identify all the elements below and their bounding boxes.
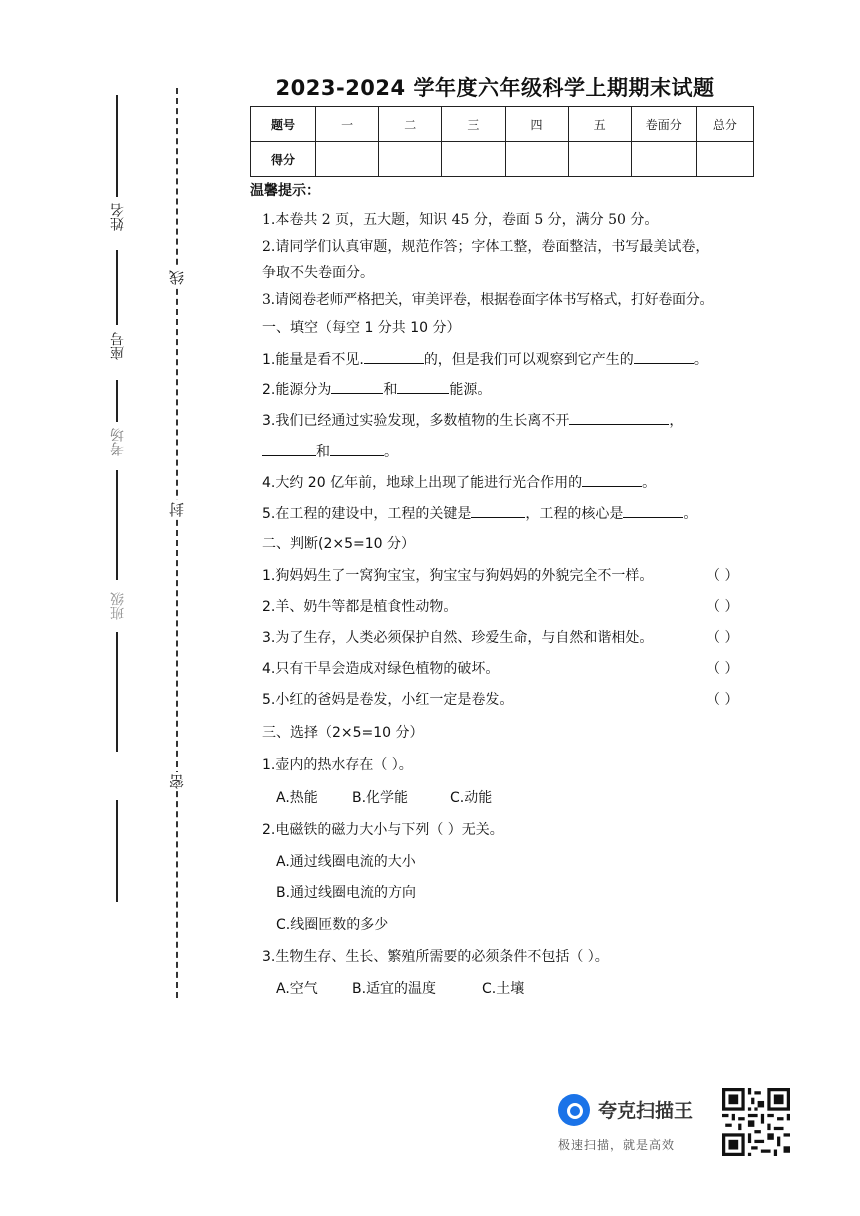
seal-char-line: 线 — [168, 270, 186, 285]
seal-char-seal: 封 — [168, 502, 186, 517]
section1-heading: 一、填空（每空 1 分共 10 分） — [262, 320, 461, 336]
watermark-app-name: 夸克扫描王 — [598, 1100, 694, 1122]
seat-write-line — [116, 250, 118, 325]
choice-option[interactable]: A.空气 — [276, 981, 318, 997]
answer-blank[interactable] — [364, 351, 424, 364]
fill-question-3 — [262, 410, 683, 430]
question-text: 。 — [693, 352, 708, 368]
tips-line-3: 3.请阅卷老师严格把关，审美评卷，根据卷面字体书写格式，打好卷面分。 — [262, 292, 714, 308]
section2-heading: 二、判断(2×5=10 分） — [262, 536, 416, 552]
qr-code-icon — [720, 1088, 792, 1156]
exam-write-line-2 — [116, 470, 118, 580]
score-table-score-row — [251, 142, 754, 177]
fill-question-5 — [262, 503, 697, 523]
question-text: ，工程的核心是 — [525, 506, 624, 522]
score-table-header-cell: 四 — [505, 107, 568, 142]
choice-option[interactable]: A.通过线圈电流的大小 — [276, 854, 416, 870]
fill-question-4 — [262, 472, 656, 492]
name-label: 姓名 — [110, 203, 126, 231]
answer-blank[interactable] — [397, 381, 449, 394]
answer-parenthesis[interactable]: （ ） — [706, 661, 739, 677]
tips-heading: 温馨提示： — [250, 183, 320, 199]
class-label: 班级 — [110, 592, 126, 620]
question-text: 3.我们已经通过实验发现，多数植物的生长离不开 — [262, 413, 570, 429]
answer-blank[interactable] — [262, 443, 316, 456]
judge-question-3: 3.为了生存，人类必须保护自然、珍爱生命，与自然和谐相处。 — [262, 630, 654, 646]
score-cell[interactable] — [442, 142, 505, 177]
answer-blank[interactable] — [569, 412, 669, 425]
question-text: 1.能量是看不见. — [262, 352, 364, 368]
question-text: ， — [669, 413, 684, 429]
score-table — [250, 106, 754, 177]
tips-line-2b: 争取不失卷面分。 — [262, 265, 374, 281]
name-write-line — [116, 95, 118, 197]
judge-question-4: 4.只有干旱会造成对绿色植物的破坏。 — [262, 661, 500, 677]
choice-question-1: 1.壶内的热水存在（ ）。 — [262, 757, 413, 773]
class-write-line — [116, 632, 118, 752]
question-text: 能源。 — [449, 382, 492, 398]
answer-blank[interactable] — [582, 474, 642, 487]
choice-option[interactable]: B.化学能 — [352, 790, 409, 806]
binding-dashed-line — [176, 88, 178, 998]
choice-option[interactable]: C.动能 — [450, 790, 493, 806]
answer-parenthesis[interactable]: （ ） — [706, 599, 739, 615]
score-cell[interactable] — [631, 142, 696, 177]
score-table-header-cell: 五 — [568, 107, 631, 142]
answer-parenthesis[interactable]: （ ） — [706, 630, 739, 646]
answer-parenthesis[interactable]: （ ） — [706, 568, 739, 584]
answer-blank[interactable] — [331, 381, 383, 394]
choice-option[interactable]: B.适宜的温度 — [352, 981, 437, 997]
score-table-header-cell: 题号 — [251, 107, 316, 142]
score-table-header-cell: 一 — [316, 107, 379, 142]
section3-heading: 三、选择（2×5=10 分） — [262, 725, 424, 741]
judge-question-5: 5.小红的爸妈是卷发，小红一定是卷发。 — [262, 692, 514, 708]
question-text: 。 — [384, 444, 398, 460]
score-table-header-cell: 三 — [442, 107, 505, 142]
answer-parenthesis[interactable]: （ ） — [706, 692, 739, 708]
choice-question-3: 3.生物生存、生长、繁殖所需要的必须条件不包括（ ）。 — [262, 949, 609, 965]
score-table-header-cell: 二 — [379, 107, 442, 142]
question-text: 的，但是我们可以观察到它产生的 — [423, 352, 634, 368]
exam-write-line — [116, 380, 118, 422]
question-text: 4.大约 20 亿年前，地球上出现了能进行光合作用的 — [262, 475, 583, 491]
score-table-header-cell: 总分 — [696, 107, 753, 142]
fill-question-2 — [262, 379, 491, 399]
question-text: 5.在工程的建设中，工程的关键是 — [262, 506, 472, 522]
question-text: 2.能源分为 — [262, 382, 332, 398]
seat-label: 座号 — [110, 332, 126, 360]
tips-line-2a: 2.请同学们认真审题，规范作答；字体工整，卷面整洁，书写最美试卷， — [262, 239, 710, 255]
answer-blank[interactable] — [471, 505, 525, 518]
score-cell[interactable] — [316, 142, 379, 177]
choice-option[interactable]: C.线圈匝数的多少 — [276, 917, 389, 933]
score-cell[interactable] — [505, 142, 568, 177]
tips-line-1: 1.本卷共 2 页，五大题，知识 45 分，卷面 5 分，满分 50 分。 — [262, 212, 659, 228]
question-text: 和 — [316, 444, 330, 460]
choice-option[interactable]: A.热能 — [276, 790, 318, 806]
score-cell[interactable] — [696, 142, 753, 177]
score-cell[interactable] — [379, 142, 442, 177]
watermark-slogan: 极速扫描，就是高效 — [558, 1138, 676, 1152]
score-cell[interactable] — [568, 142, 631, 177]
answer-blank[interactable] — [634, 351, 694, 364]
question-text: 。 — [683, 506, 698, 522]
answer-blank[interactable] — [623, 505, 683, 518]
answer-blank[interactable] — [330, 443, 384, 456]
score-table-header-cell: 卷面分 — [631, 107, 696, 142]
choice-question-2: 2.电磁铁的磁力大小与下列（ ）无关。 — [262, 822, 504, 838]
exam-title: 2023-2024 学年度六年级科学上期期末试题 — [275, 76, 715, 100]
seal-char-close: 密 — [168, 774, 186, 789]
choice-option[interactable]: C.土壤 — [482, 981, 525, 997]
fill-question-1 — [262, 349, 708, 369]
fill-question-3-cont — [262, 441, 398, 461]
judge-question-2: 2.羊、奶牛等都是植食性动物。 — [262, 599, 458, 615]
quark-scanner-logo-icon — [558, 1094, 590, 1126]
class-write-line-2 — [116, 800, 118, 902]
exam-room-label: 考场 — [110, 428, 126, 456]
score-table-header-row — [251, 107, 754, 142]
judge-question-1: 1.狗妈妈生了一窝狗宝宝，狗宝宝与狗妈妈的外貌完全不一样。 — [262, 568, 654, 584]
question-text: 和 — [383, 382, 398, 398]
choice-option[interactable]: B.通过线圈电流的方向 — [276, 885, 417, 901]
score-row-label: 得分 — [251, 142, 316, 177]
question-text: 。 — [642, 475, 657, 491]
